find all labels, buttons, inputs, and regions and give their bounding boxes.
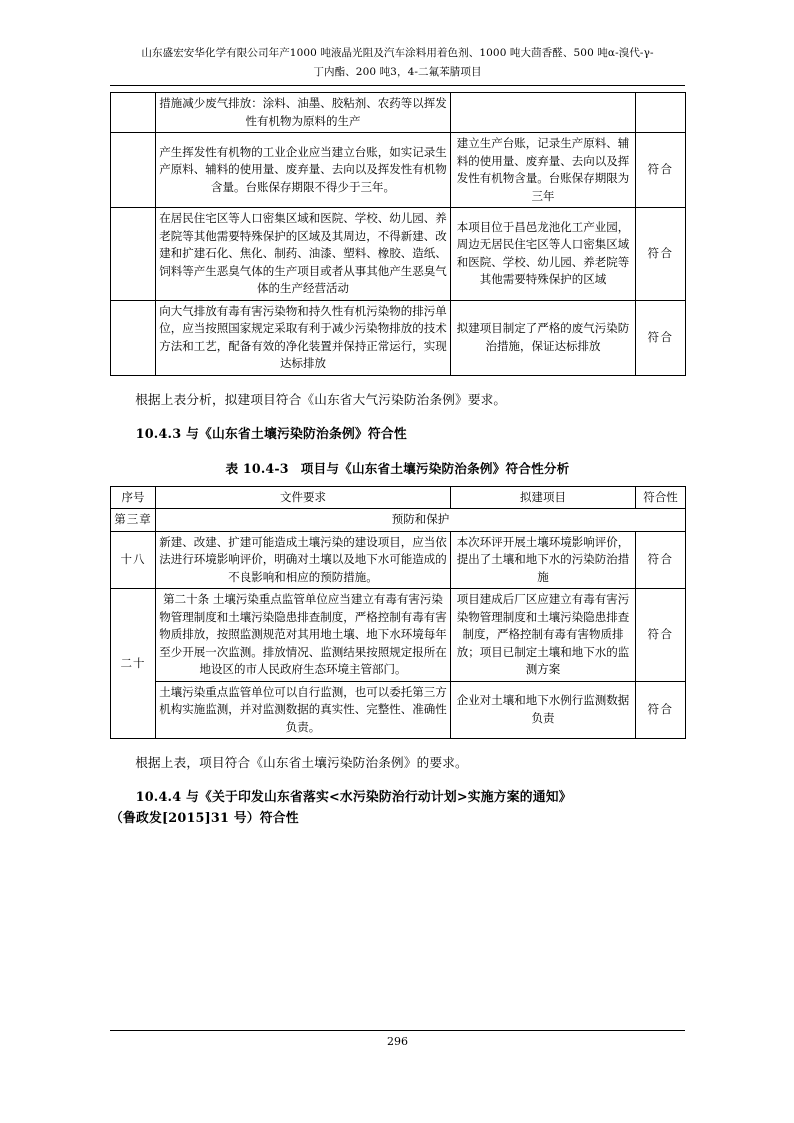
cell-sequence — [111, 93, 156, 133]
cell-requirement: 在居民住宅区等人口密集区域和医院、学校、幼儿园、养老院等其他需要特殊保护的区域及其周边，不得新建、改建和扩建石化、焦化、制药、油漆、塑料、橡胶、造纸、饲料等产生恶臭气体的生产项目或者从事其他产生恶臭气体的生产经营活动 — [156, 208, 451, 301]
running-header — [110, 44, 685, 84]
page-content — [110, 44, 685, 829]
header-divider — [110, 85, 685, 86]
table-section-row — [111, 509, 686, 532]
cell-chapter-label: 第三章 — [111, 509, 156, 532]
section-heading-10-4-4-line-1: 10.4.4 与《关于印发山东省落实<水污染防治行动计划>实施方案的通知》 — [135, 790, 572, 805]
cell-requirement: 措施减少废气排放：涂料、油墨、胶粘剂、农药等以挥发性有机物为原料的生产 — [156, 93, 451, 133]
soil-conclusion-paragraph: 根据上表，项目符合《山东省土壤污染防治条例》的要求。 — [135, 755, 468, 770]
cell-proposed-project — [451, 93, 636, 133]
table-row — [111, 681, 686, 739]
air-conclusion-paragraph: 根据上表分析，拟建项目符合《山东省大气污染防治条例》要求。 — [135, 391, 507, 407]
table-row — [111, 93, 686, 133]
air-pollution-compliance-table — [110, 92, 686, 376]
column-header-conformity: 符合性 — [636, 486, 686, 509]
section-heading-10-4-4 — [110, 787, 685, 829]
column-header-requirement: 文件要求 — [156, 486, 451, 509]
cell-requirement: 第二十条 土壤污染重点监管单位应当建立有毒有害污染物管理制度和土壤污染隐患排查制度，严格控制有毒有害物质排放，按照监测规范对其用地土壤、地下水环境每年至少开展一次监测。排放情况、监测结果按照规定报所在地设区的市人民政府生态环境主管部门。 — [156, 589, 451, 682]
cell-requirement: 向大气排放有毒有害污染物和持久性有机污染物的排污单位，应当按照国家规定采取有利于减少污染物排放的技术方法和工艺，配备有效的净化装置并保持正常运行，实现达标排放 — [156, 300, 451, 375]
cell-proposed-project: 项目建成后厂区应建立有毒有害污染物管理制度和土壤污染隐患排查制度，严格控制有毒有害物质排放；项目已制定土壤和地下水的监测方案 — [451, 589, 636, 682]
table-row — [111, 531, 686, 589]
cell-sequence: 十八 — [111, 531, 156, 589]
cell-section-title: 预防和保护 — [156, 509, 686, 532]
table-caption-text: 项目与《山东省土壤污染防治条例》符合性分析 — [300, 460, 570, 476]
cell-proposed-project: 本次环评开展土壤环境影响评价，提出了土壤和地下水的污染防治措施 — [451, 531, 636, 589]
page-footer — [110, 1030, 685, 1050]
cell-proposed-project: 拟建项目制定了严格的废气污染防治措施，保证达标排放 — [451, 300, 636, 375]
table-header-row — [111, 486, 686, 509]
cell-proposed-project: 建立生产台账，记录生产原料、辅料的使用量、废弃量、去向以及挥发性有机物含量。台账保存期限为三年 — [451, 133, 636, 208]
running-header-line-2: 丁内酯、200 吨3，4-二氟苯腈项目 — [313, 66, 482, 78]
column-header-proposed-project: 拟建项目 — [451, 486, 636, 509]
table-caption-10-4-3 — [110, 458, 685, 479]
cell-conformity: 符合 — [636, 208, 686, 301]
column-header-sequence: 序号 — [111, 486, 156, 509]
table-row — [111, 133, 686, 208]
running-header-line-1: 山东盛宏安华化学有限公司年产1000 吨液晶光阻及汽车涂料用着色剂、1000 吨大茴香醛、500 吨α-溴代-γ- — [141, 47, 654, 59]
cell-conformity — [636, 93, 686, 133]
cell-conformity: 符合 — [636, 300, 686, 375]
table-row — [111, 300, 686, 375]
cell-requirement: 新建、改建、扩建可能造成土壤污染的建设项目，应当依法进行环境影响评价，明确对土壤以及地下水可能造成的不良影响和相应的预防措施。 — [156, 531, 451, 589]
cell-conformity: 符合 — [636, 681, 686, 739]
cell-sequence — [111, 300, 156, 375]
cell-conformity: 符合 — [636, 589, 686, 682]
footer-divider — [110, 1030, 685, 1031]
table-row — [111, 589, 686, 682]
cell-requirement: 土壤污染重点监管单位可以自行监测，也可以委托第三方机构实施监测，并对监测数据的真实性、完整性、准确性负责。 — [156, 681, 451, 739]
cell-proposed-project: 企业对土壤和地下水例行监测数据负责 — [451, 681, 636, 739]
soil-pollution-compliance-table — [110, 486, 686, 740]
cell-sequence — [111, 133, 156, 208]
cell-sequence — [111, 208, 156, 301]
table-row — [111, 208, 686, 301]
cell-requirement: 产生挥发性有机物的工业企业应当建立台账，如实记录生产原料、辅料的使用量、废弃量、去向以及挥发性有机物含量。台账保存期限不得少于三年。 — [156, 133, 451, 208]
table-caption-number: 表 10.4-3 — [225, 460, 289, 476]
section-heading-10-4-3: 10.4.3 与《山东省土壤污染防治条例》符合性 — [135, 426, 407, 442]
cell-sequence: 二十 — [111, 589, 156, 739]
cell-proposed-project: 本项目位于昌邑龙池化工产业园，周边无居民住宅区等人口密集区域和医院、学校、幼儿园、养老院等其他需要特殊保护的区域 — [451, 208, 636, 301]
cell-conformity: 符合 — [636, 133, 686, 208]
cell-conformity: 符合 — [636, 531, 686, 589]
section-heading-10-4-4-line-2: （鲁政发[2015]31 号）符合性 — [110, 811, 299, 826]
page-number: 296 — [387, 1035, 408, 1048]
